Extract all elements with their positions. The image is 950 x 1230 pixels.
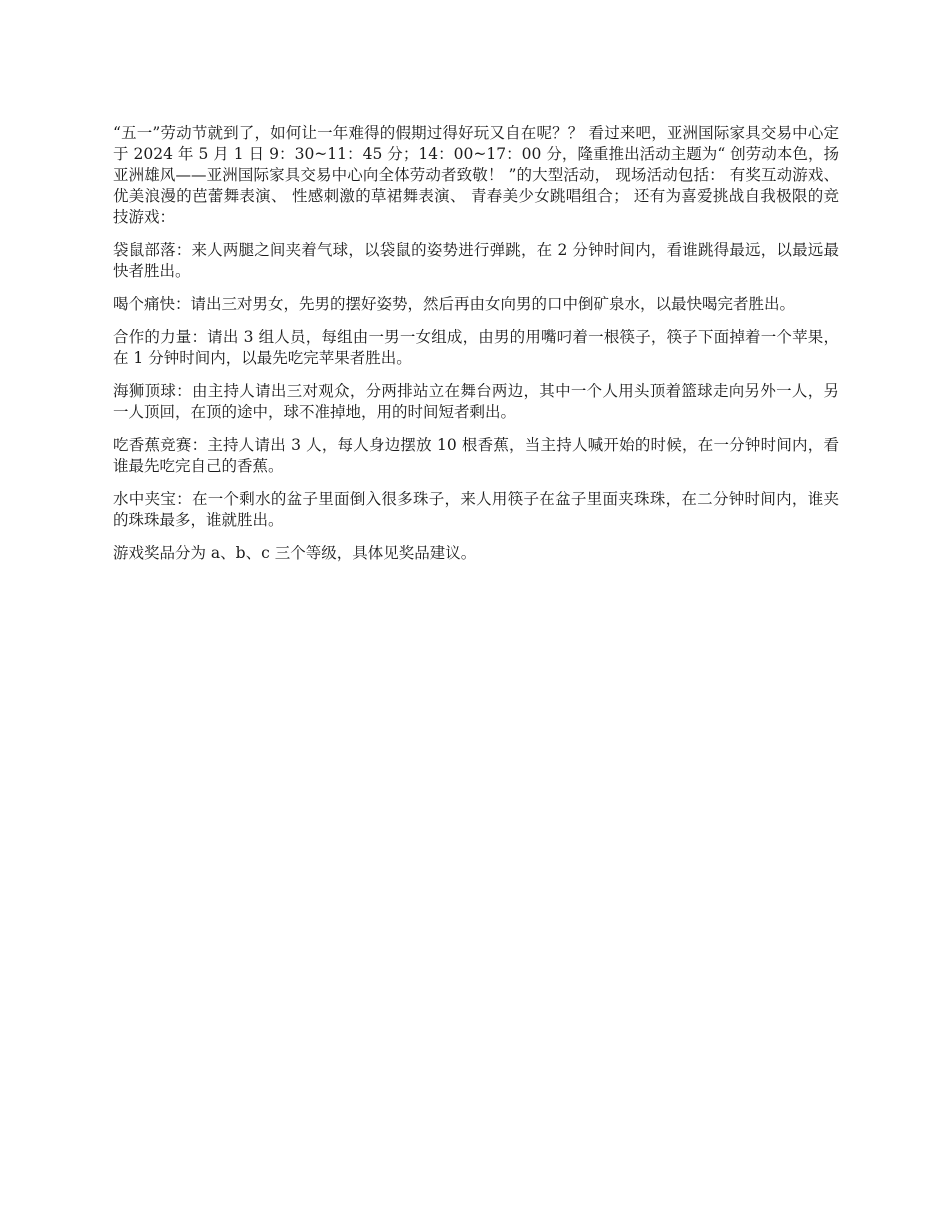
- game-sealion-paragraph: 海狮顶球：由主持人请出三对观众，分两排站立在舞台两边，其中一个人用头顶着篮球走向另外一人，另一人顶回，在顶的途中，球不准掉地，用的时间短者剩出。: [113, 382, 839, 421]
- game-water-treasure-paragraph: 水中夹宝：在一个剩水的盆子里面倒入很多珠子，来人用筷子在盆子里面夹珠珠，在二分钟时间内，谁夹的珠珠最多，谁就胜出。: [113, 490, 839, 529]
- game-kangaroo-paragraph: 袋鼠部落：来人两腿之间夹着气球，以袋鼠的姿势进行弹跳，在 2 分钟时间内，看谁跳得最远，以最远最快者胜出。: [113, 241, 839, 280]
- game-drink-paragraph: 喝个痛快：请出三对男女，先男的摆好姿势，然后再由女向男的口中倒矿泉水，以最快喝完者胜出。: [113, 295, 796, 313]
- intro-paragraph: “五一”劳动节就到了，如何让一年难得的假期过得好玩又自在呢？？ 看过来吧，亚洲国际家具交易中心定于 2024 年 5 月 1 日 9：30~11：45 分；14：00~17：00 分，隆重推出活动主题为“ 创劳动本色，扬亚洲雄风——亚洲国际家具交易中心向全体劳动者致敬！ ”的大型活动， 现场活动包括： 有奖互动游戏、 优美浪漫的芭蕾舞表演、 性感刺激的草裙舞表演、 青春美少女跳唱组合； 还有为喜爱挑战自我极限的竞技游戏：: [113, 124, 839, 226]
- game-banana-paragraph: 吃香蕉竞赛：主持人请出 3 人，每人身边摆放 10 根香蕉，当主持人喊开始的时候，在一分钟时间内，看谁最先吃完自己的香蕉。: [113, 436, 839, 475]
- document-page: [113, 123, 839, 576]
- game-cooperation-paragraph: 合作的力量：请出 3 组人员，每组由一男一女组成，由男的用嘴叼着一根筷子，筷子下面掉着一个苹果，在 1 分钟时间内，以最先吃完苹果者胜出。: [113, 328, 839, 367]
- prizes-paragraph: 游戏奖品分为 a、b、c 三个等级，具体见奖品建议。: [113, 544, 477, 562]
